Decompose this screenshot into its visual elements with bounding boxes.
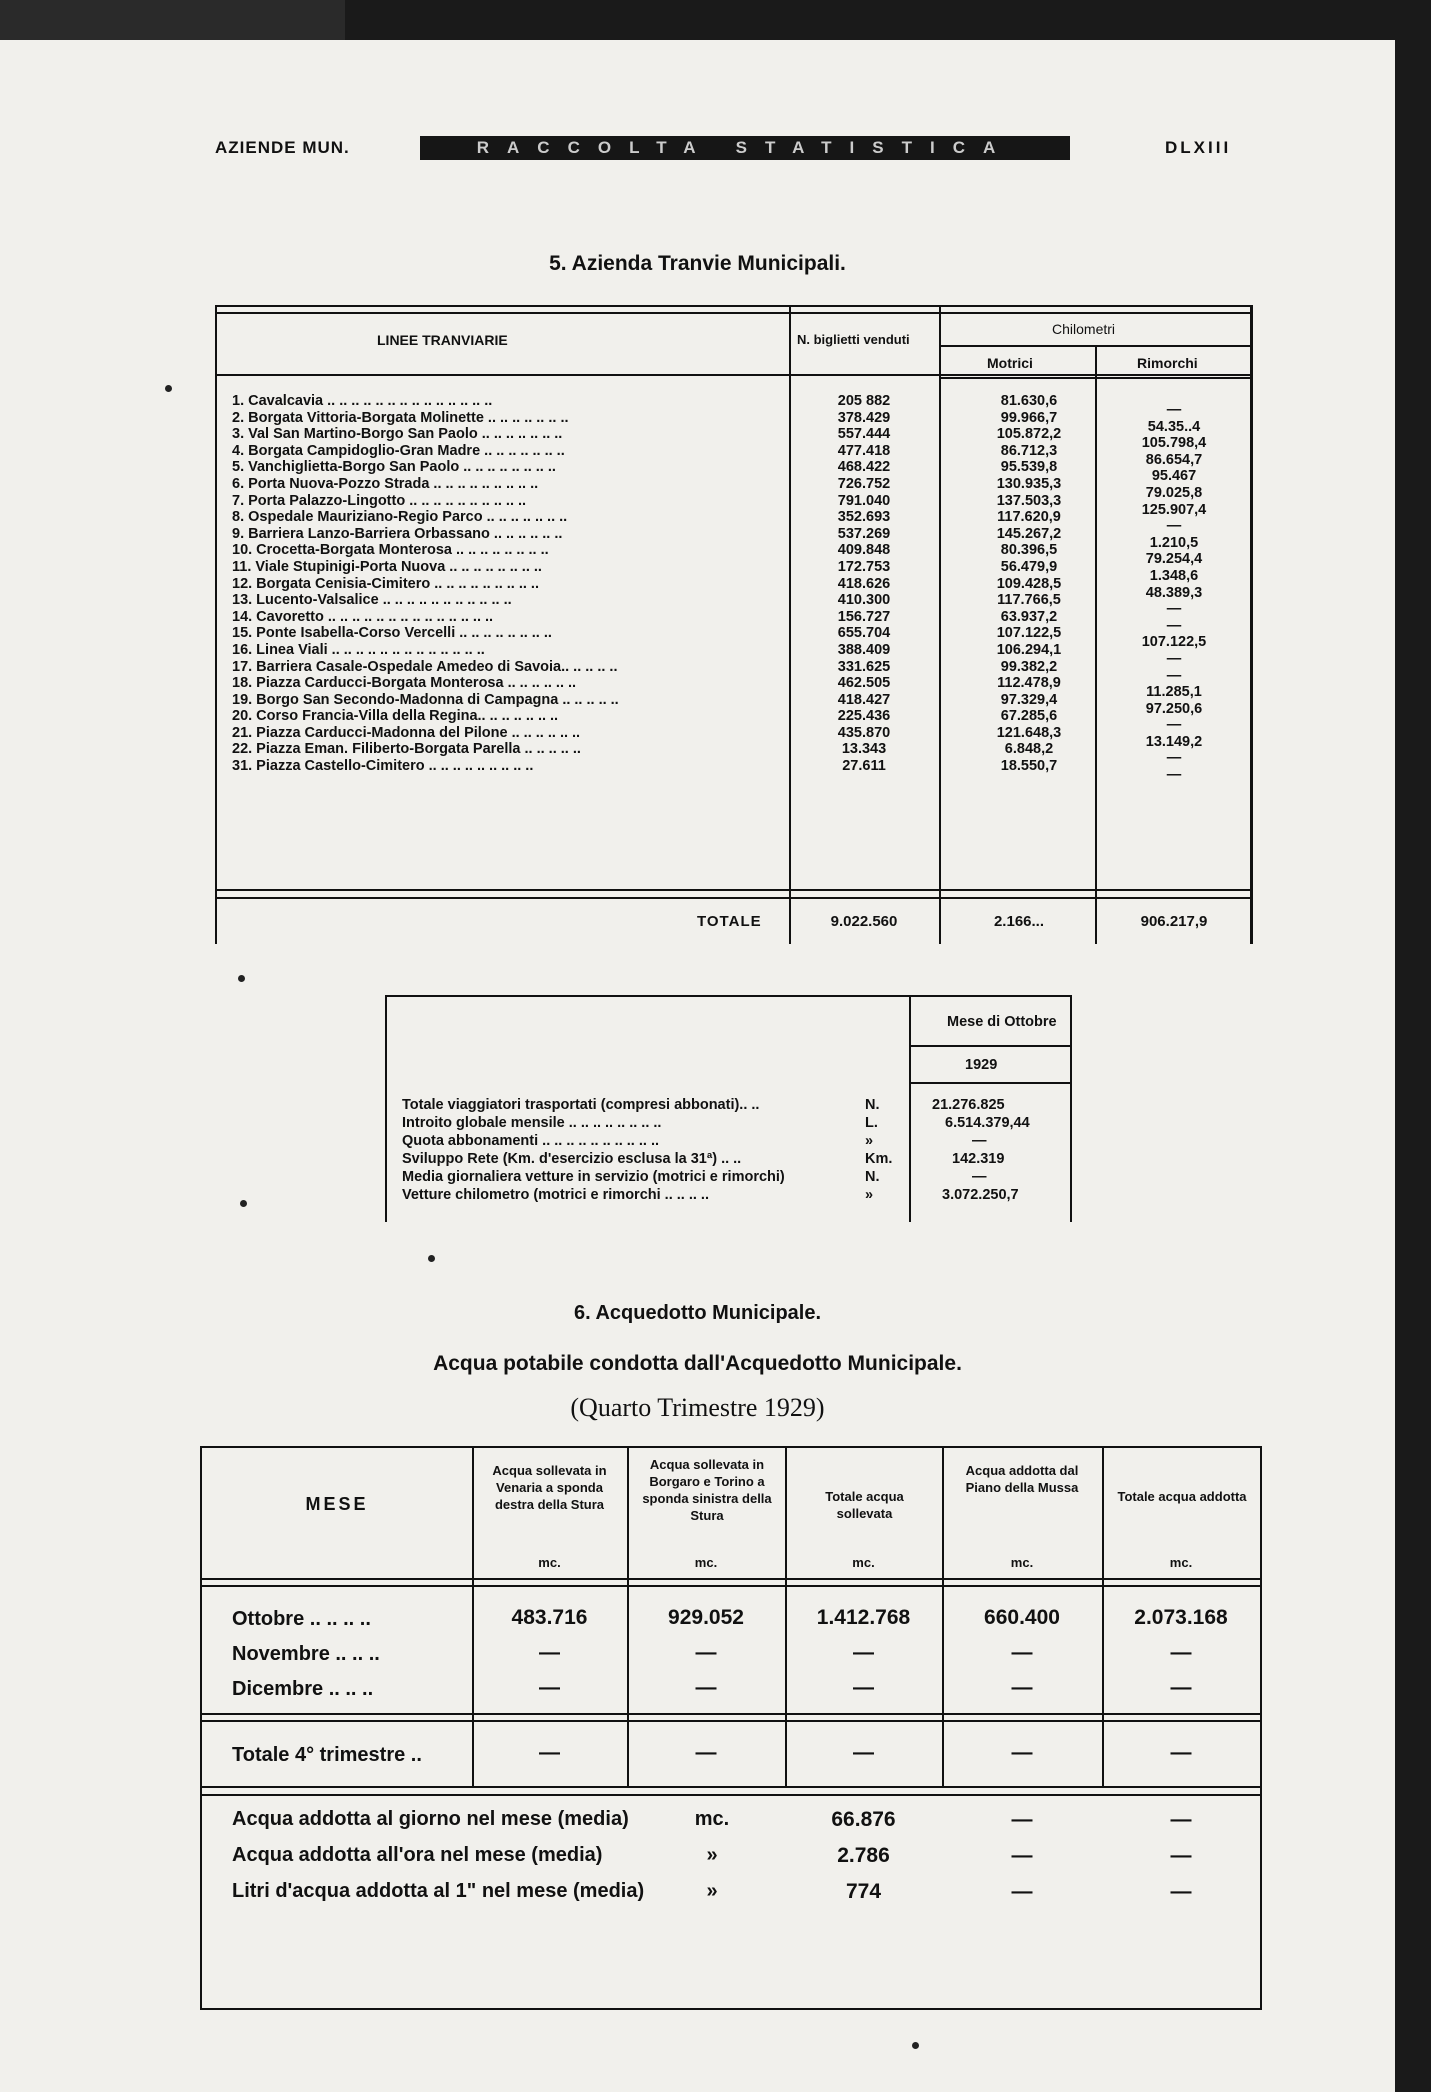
table-row: 22. Piazza Eman. Filiberto-Borgata Parella .. .. .. .. .. 13.343 6.848,2 — — [232, 741, 1182, 767]
daily-unit: mc. — [694, 1808, 730, 1830]
rule — [202, 1720, 1260, 1722]
water-title: 6. Acquedotto Municipale. — [573, 1302, 822, 1324]
water-total-value: — — [539, 1741, 560, 1764]
water-table — [200, 1446, 1262, 2010]
scan-speck — [240, 1200, 247, 1207]
total-label: TOTALE — [697, 913, 762, 930]
summary-unit: N. — [865, 1169, 880, 1185]
page-number: DLXIII — [1165, 138, 1232, 157]
water-total-value: — — [1011, 1741, 1033, 1764]
water-value: 660.400 — [984, 1606, 1060, 1629]
unit-label: mc. — [694, 1555, 718, 1570]
scan-speck — [912, 2042, 919, 2049]
summary-unit: » — [865, 1133, 874, 1149]
total-rimorchi: 906.217,9 — [1140, 913, 1208, 930]
unit-label: mc. — [852, 1555, 875, 1570]
table-row: 12. Borgata Cenisia-Cimitero .. .. .. .. .. .. .. .. .. 418.626 109.428,5 48.389,3 — [232, 575, 1203, 601]
col5-header: Totale acqua addotta — [1117, 1489, 1247, 1504]
summary-value: 6.514.379,44 — [945, 1115, 1030, 1131]
rule — [217, 889, 1250, 891]
water-value: — — [1170, 1641, 1192, 1664]
water-value: — — [695, 1676, 717, 1699]
summary-label: Quota abbonamenti .. .. .. .. .. .. .. .. .. .. — [402, 1133, 659, 1149]
daily-value: — — [1011, 1880, 1033, 1903]
rule — [202, 1585, 1260, 1587]
unit-label: mc. — [1010, 1555, 1034, 1570]
col-lines-header: LINEE TRANVIARIE — [377, 332, 508, 348]
water-value: — — [853, 1676, 874, 1699]
table-row: 10. Crocetta-Borgata Monterosa .. .. .. .. .. .. .. .. 409.848 80.396,5 79.254,4 — [232, 542, 1203, 568]
daily-value: 66.876 — [831, 1808, 896, 1831]
summary-value: — — [972, 1169, 987, 1185]
table-row: 17. Barriera Casale-Ospedale Amedeo di Savoia.. .. .. .. .. 331.625 99.382,2 — — [232, 658, 1182, 684]
daily-unit: » — [706, 1880, 718, 1902]
daily-value: — — [1011, 1808, 1033, 1831]
rule — [217, 312, 1250, 314]
water-total-value: — — [1170, 1741, 1192, 1764]
daily-value: 2.786 — [837, 1844, 890, 1867]
daily-value: 774 — [845, 1880, 882, 1903]
summary-label: Sviluppo Rete (Km. d'esercizio esclusa la 31ª) .. .. — [402, 1151, 742, 1167]
col-mese-header: MESE — [305, 1494, 369, 1514]
rule — [909, 1082, 1070, 1084]
water-value: — — [695, 1641, 717, 1664]
daily-value: — — [1170, 1808, 1192, 1831]
table-row: 1. Cavalcavia .. .. .. .. .. .. .. .. .. .. .. .. .. .. 205 882 81.630,6 — — [232, 393, 1182, 418]
rule — [939, 377, 1250, 379]
daily-value: — — [1170, 1844, 1192, 1867]
tram-title: 5. Azienda Tranvie Municipali. — [549, 252, 846, 275]
summary-value: — — [972, 1133, 987, 1149]
month-label: Dicembre .. .. .. — [232, 1678, 374, 1700]
col4-header: Acqua addotta dal Piano della Mussa — [965, 1463, 1079, 1495]
table-row: 13. Lucento-Valsalice .. .. .. .. .. .. .. .. .. .. .. 410.300 117.766,5 — — [232, 592, 1182, 618]
table-row: 15. Ponte Isabella-Corso Vercelli .. .. .. .. .. .. .. .. 655.704 107.122,5 107.122,5 — [232, 625, 1207, 651]
table-row: 16. Linea Viali .. .. .. .. .. .. .. .. .. .. .. .. .. 388.409 106.294,1 — — [232, 641, 1182, 667]
summary-label: Media giornaliera vetture in servizio (motrici e rimorchi) — [402, 1169, 785, 1185]
rule — [909, 1045, 1070, 1047]
water-value: — — [1170, 1676, 1192, 1699]
scan-speck — [428, 1255, 435, 1262]
water-value: 483.716 — [511, 1606, 588, 1629]
table-row: 11. Viale Stupinigi-Porta Nuova .. .. .. .. .. .. .. .. 172.753 56.479,9 1.348,6 — [232, 558, 1199, 584]
rule — [202, 1786, 1260, 1788]
scan-speck — [238, 975, 245, 982]
rule — [202, 1794, 1260, 1796]
summary-value: 3.072.250,7 — [942, 1187, 1019, 1203]
table-row: 19. Borgo San Secondo-Madonna di Campagna .. .. .. .. .. 418.427 97.329,4 97.250,6 — [232, 691, 1203, 717]
table-row: 2. Borgata Vittoria-Borgata Molinette .. .. .. .. .. .. .. 378.429 99.966,7 54.35..4 — [232, 409, 1201, 435]
table-row: 9. Barriera Lanzo-Barriera Orbassano .. .. .. .. .. .. 537.269 145.267,2 1.210,5 — [232, 525, 1199, 551]
col3-header: Totale acqua sollevata — [825, 1489, 904, 1521]
month-label: Novembre .. .. .. — [232, 1643, 380, 1665]
tram-table — [215, 305, 1253, 944]
table-row: 6. Porta Nuova-Pozzo Strada .. .. .. .. .. .. .. .. .. 726.752 130.935,3 79.025,8 — [232, 475, 1203, 501]
tram-rows — [217, 393, 1250, 784]
col-tickets-header: N. biglietti venduti — [797, 332, 910, 347]
table-row: 21. Piazza Carducci-Madonna del Pilone .. .. .. .. .. .. 435.870 121.648,3 13.149,2 — [232, 724, 1203, 750]
water-value: — — [1011, 1641, 1033, 1664]
water-value: — — [853, 1641, 874, 1664]
table-row: 3. Val San Martino-Borgo San Paolo .. .. .. .. .. .. .. 557.444 105.872,2 105.798,4 — [232, 426, 1207, 452]
summary-label: Totale viaggiatori trasportati (compresi abbonati).. .. — [402, 1097, 760, 1113]
rule — [217, 897, 1250, 899]
summary-value: 142.319 — [952, 1151, 1005, 1167]
table-row: 7. Porta Palazzo-Lingotto .. .. .. .. .. .. .. .. .. .. 791.040 137.503,3 125.907,4 — [232, 492, 1207, 518]
rule — [202, 1713, 1260, 1715]
water-value: — — [1011, 1676, 1033, 1699]
col-km-header: Chilometri — [1052, 321, 1116, 337]
tram-summary-table — [385, 995, 1072, 1222]
table-row: 18. Piazza Carducci-Borgata Monterosa .. .. .. .. .. .. 462.505 112.478,9 11.285,1 — [232, 675, 1202, 701]
daily-label: Acqua addotta al giorno nel mese (media) — [232, 1808, 629, 1830]
water-period: (Quarto Trimestre 1929) — [570, 1393, 825, 1422]
col-rimorchi-header: Rimorchi — [1137, 355, 1198, 371]
daily-value: — — [1170, 1880, 1192, 1903]
col-divider — [909, 997, 911, 1222]
summary-label: Introito globale mensile .. .. .. .. .. .. .. .. — [402, 1115, 662, 1131]
daily-value: — — [1011, 1844, 1033, 1867]
month-label: Ottobre .. .. .. .. — [232, 1608, 371, 1630]
rule — [202, 1578, 1260, 1580]
running-head-bar-text: RACCOLTA STATISTICA — [476, 138, 1014, 157]
scan-speck — [165, 385, 172, 392]
water-value: 929.052 — [668, 1606, 744, 1629]
water-value: 1.412.768 — [816, 1606, 911, 1629]
summary-unit: Km. — [865, 1151, 893, 1167]
summary-unit: L. — [865, 1115, 878, 1131]
daily-label: Litri d'acqua addotta al 1" nel mese (media) — [232, 1880, 645, 1902]
water-subtitle: Acqua potabile condotta dall'Acquedotto Municipale. — [433, 1352, 962, 1375]
month-header: Mese di Ottobre — [947, 1014, 1057, 1030]
table-row: 8. Ospedale Mauriziano-Regio Parco .. .. .. .. .. .. .. 352.693 117.620,9 — — [232, 509, 1182, 535]
col1-header: Acqua sollevata in Venaria a sponda destra della Stura — [492, 1463, 607, 1512]
unit-label: mc. — [1169, 1555, 1193, 1570]
water-value: 2.073.168 — [1134, 1606, 1228, 1629]
col2-header: Acqua sollevata in Borgaro e Torino a sponda sinistra della Stura — [642, 1457, 772, 1523]
table-row: 31. Piazza Castello-Cimitero .. .. .. .. .. .. .. .. .. 27.611 18.550,7 — — [232, 758, 1182, 784]
rule — [217, 374, 1250, 376]
total-label: Totale 4° trimestre .. — [232, 1744, 422, 1766]
daily-unit: » — [706, 1844, 718, 1866]
water-value: — — [539, 1676, 560, 1699]
table-row: 14. Cavoretto .. .. .. .. .. .. .. .. .. .. .. .. .. .. 156.727 63.937,2 — — [232, 608, 1182, 634]
daily-label: Acqua addotta all'ora nel mese (media) — [232, 1844, 603, 1866]
total-motrici: 2.166... — [993, 913, 1045, 930]
unit-label: mc. — [538, 1555, 561, 1570]
col-motrici-header: Motrici — [987, 355, 1033, 371]
tram-total-row — [217, 905, 1250, 935]
summary-label: Vetture chilometro (motrici e rimorchi .. .. .. .. — [402, 1187, 709, 1203]
table-row: 20. Corso Francia-Villa della Regina.. .. .. .. .. .. .. 225.436 67.285,6 — — [232, 708, 1182, 734]
water-total-value: — — [695, 1741, 717, 1764]
table-row: 4. Borgata Campidoglio-Gran Madre .. .. .. .. .. .. .. 477.418 86.712,3 86.654,7 — [232, 442, 1203, 468]
total-tickets: 9.022.560 — [830, 913, 898, 930]
running-head-left: AZIENDE MUN. — [215, 138, 350, 157]
summary-unit: N. — [865, 1097, 880, 1113]
running-head-bar — [420, 136, 1070, 160]
year-header: 1929 — [965, 1057, 998, 1073]
summary-unit: » — [865, 1187, 874, 1203]
rule — [939, 345, 1250, 347]
water-total-value: — — [853, 1741, 874, 1764]
table-row: 5. Vanchiglietta-Borgo San Paolo .. .. .. .. .. .. .. .. 468.422 95.539,8 95.467 — [232, 459, 1197, 485]
water-value: — — [539, 1641, 560, 1664]
summary-value: 21.276.825 — [932, 1097, 1005, 1113]
